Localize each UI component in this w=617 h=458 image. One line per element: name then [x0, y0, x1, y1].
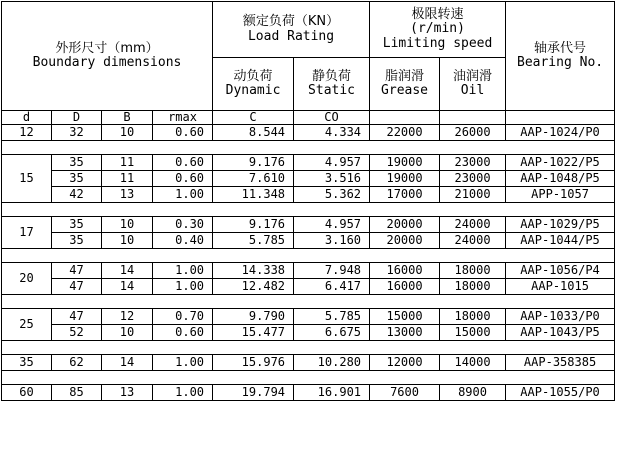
cell-bearing-no: APP-1057	[506, 187, 615, 203]
cell-d: 60	[2, 385, 52, 401]
speed-en-label: Limiting speed	[382, 35, 493, 51]
cell-B: 11	[102, 171, 153, 187]
cell-bearing-no: AAP-1024/P0	[506, 125, 615, 141]
speed-unit-label: (r/min)	[410, 21, 465, 37]
static-cn-label: 静负荷	[312, 68, 352, 84]
separator-cell	[2, 371, 615, 385]
cell-grease: 7600	[370, 385, 440, 401]
cell-rmax: 0.40	[153, 233, 213, 249]
group-separator-row	[2, 341, 615, 355]
load-rating-header	[213, 2, 370, 58]
cell-CO: 4.957	[294, 155, 370, 171]
cell-oil: 18000	[440, 309, 506, 325]
cell-D: 62	[52, 355, 102, 371]
cell-grease: 15000	[370, 309, 440, 325]
cell-bearing-no: AAP-1043/P5	[506, 325, 615, 341]
cell-C: 15.976	[213, 355, 294, 371]
cell-d: 17	[2, 217, 52, 249]
separator-cell	[2, 141, 615, 155]
cell-d: 25	[2, 309, 52, 341]
load-en-label: Load Rating	[247, 28, 335, 44]
cell-grease: 17000	[370, 187, 440, 203]
table-row	[2, 279, 615, 295]
table-row	[2, 355, 615, 371]
cell-CO: 4.334	[294, 125, 370, 141]
cell-oil: 21000	[440, 187, 506, 203]
dynamic-en-label: Dynamic	[225, 83, 281, 98]
cell-rmax: 0.70	[153, 309, 213, 325]
cell-grease: 16000	[370, 279, 440, 295]
grease-cn-label: 脂润滑	[385, 68, 425, 84]
cell-bearing-no: AAP-1029/P5	[506, 217, 615, 233]
cell-C: 9.790	[213, 309, 294, 325]
cell-B: 12	[102, 309, 153, 325]
cell-B: 14	[102, 355, 153, 371]
cell-bearing-no: AAP-1022/P5	[506, 155, 615, 171]
cell-oil: 26000	[440, 125, 506, 141]
cell-bearing-no: AAP-1056/P4	[506, 263, 615, 279]
cell-d: 35	[2, 355, 52, 371]
cell-D: 47	[52, 309, 102, 325]
cell-rmax: 0.30	[153, 217, 213, 233]
load-cn-label: 额定负荷（KN）	[242, 14, 340, 30]
limiting-speed-header	[370, 2, 506, 58]
grease-header	[370, 58, 440, 111]
cell-grease: 22000	[370, 125, 440, 141]
cell-C: 19.794	[213, 385, 294, 401]
cell-bearing-no: AAP-1033/P0	[506, 309, 615, 325]
cell-grease: 13000	[370, 325, 440, 341]
cell-B: 10	[102, 233, 153, 249]
cell-CO: 6.417	[294, 279, 370, 295]
cell-CO: 16.901	[294, 385, 370, 401]
table-row	[2, 187, 615, 203]
cell-bearing-no: AAP-1048/P5	[506, 171, 615, 187]
table-row	[2, 171, 615, 187]
cell-C: 11.348	[213, 187, 294, 203]
cell-C: 15.477	[213, 325, 294, 341]
oil-en-label: Oil	[460, 83, 485, 98]
group-separator-row	[2, 371, 615, 385]
cell-D: 35	[52, 217, 102, 233]
table-row	[2, 155, 615, 171]
cell-rmax: 1.00	[153, 385, 213, 401]
dynamic-header	[213, 58, 294, 111]
cell-C: 9.176	[213, 217, 294, 233]
cell-D: 52	[52, 325, 102, 341]
table-row	[2, 233, 615, 249]
separator-cell	[2, 295, 615, 309]
cell-rmax: 1.00	[153, 263, 213, 279]
cell-C: 8.544	[213, 125, 294, 141]
cell-oil: 15000	[440, 325, 506, 341]
cell-rmax: 0.60	[153, 325, 213, 341]
col-oil-blank	[440, 111, 506, 125]
cell-CO: 5.785	[294, 309, 370, 325]
cell-rmax: 0.60	[153, 155, 213, 171]
cell-oil: 24000	[440, 217, 506, 233]
cell-B: 13	[102, 187, 153, 203]
table-row	[2, 125, 615, 141]
boundary-cn-label: 外形尺寸（mm）	[55, 40, 159, 56]
col-grease-blank	[370, 111, 440, 125]
cell-CO: 3.160	[294, 233, 370, 249]
cell-CO: 3.516	[294, 171, 370, 187]
cell-grease: 16000	[370, 263, 440, 279]
bearing-en-label: Bearing No.	[517, 55, 604, 70]
group-separator-row	[2, 203, 615, 217]
oil-cn-label: 油润滑	[453, 68, 493, 84]
col-CO: CO	[294, 111, 370, 125]
cell-CO: 5.362	[294, 187, 370, 203]
cell-bearing-no: AAP-1044/P5	[506, 233, 615, 249]
cell-grease: 19000	[370, 155, 440, 171]
cell-CO: 7.948	[294, 263, 370, 279]
bearing-no-header	[506, 2, 615, 111]
cell-rmax: 0.60	[153, 125, 213, 141]
table-header	[2, 2, 615, 125]
cell-oil: 18000	[440, 263, 506, 279]
cell-B: 10	[102, 325, 153, 341]
cell-oil: 14000	[440, 355, 506, 371]
col-B: B	[102, 111, 153, 125]
group-separator-row	[2, 249, 615, 263]
cell-bearing-no: AAP-1015	[506, 279, 615, 295]
table-row	[2, 325, 615, 341]
cell-D: 42	[52, 187, 102, 203]
cell-D: 35	[52, 155, 102, 171]
cell-D: 85	[52, 385, 102, 401]
cell-oil: 23000	[440, 171, 506, 187]
cell-D: 47	[52, 263, 102, 279]
cell-grease: 19000	[370, 171, 440, 187]
cell-B: 10	[102, 217, 153, 233]
table-row	[2, 309, 615, 325]
cell-C: 9.176	[213, 155, 294, 171]
group-separator-row	[2, 141, 615, 155]
grease-en-label: Grease	[381, 83, 429, 98]
static-header	[294, 58, 370, 111]
cell-grease: 20000	[370, 233, 440, 249]
speed-cn-label: 极限转速	[411, 7, 464, 23]
cell-CO: 4.957	[294, 217, 370, 233]
separator-cell	[2, 341, 615, 355]
separator-cell	[2, 203, 615, 217]
boundary-en-label: Boundary dimensions	[32, 55, 182, 70]
table-body	[2, 125, 615, 401]
cell-d: 12	[2, 125, 52, 141]
cell-oil: 24000	[440, 233, 506, 249]
table-row	[2, 263, 615, 279]
cell-C: 12.482	[213, 279, 294, 295]
col-rmax: rmax	[153, 111, 213, 125]
cell-B: 14	[102, 263, 153, 279]
cell-rmax: 1.00	[153, 187, 213, 203]
cell-d: 15	[2, 155, 52, 203]
table-row	[2, 385, 615, 401]
cell-oil: 18000	[440, 279, 506, 295]
cell-d: 20	[2, 263, 52, 295]
oil-header	[440, 58, 506, 111]
cell-B: 13	[102, 385, 153, 401]
cell-bearing-no: AAP-1055/P0	[506, 385, 615, 401]
static-en-label: Static	[308, 83, 356, 98]
cell-C: 14.338	[213, 263, 294, 279]
cell-rmax: 0.60	[153, 171, 213, 187]
bearing-spec-table	[1, 1, 615, 401]
col-C: C	[213, 111, 294, 125]
cell-C: 7.610	[213, 171, 294, 187]
col-d: d	[2, 111, 52, 125]
col-bearing-blank	[506, 111, 615, 125]
cell-B: 11	[102, 155, 153, 171]
cell-C: 5.785	[213, 233, 294, 249]
dynamic-cn-label: 动负荷	[233, 68, 273, 84]
cell-B: 10	[102, 125, 153, 141]
cell-oil: 8900	[440, 385, 506, 401]
cell-D: 35	[52, 233, 102, 249]
cell-CO: 6.675	[294, 325, 370, 341]
cell-rmax: 1.00	[153, 355, 213, 371]
cell-grease: 12000	[370, 355, 440, 371]
cell-grease: 20000	[370, 217, 440, 233]
cell-rmax: 1.00	[153, 279, 213, 295]
cell-D: 32	[52, 125, 102, 141]
cell-D: 35	[52, 171, 102, 187]
group-separator-row	[2, 295, 615, 309]
cell-oil: 23000	[440, 155, 506, 171]
bearing-cn-label: 轴承代号	[534, 40, 587, 56]
cell-B: 14	[102, 279, 153, 295]
cell-bearing-no: AAP-358385	[506, 355, 615, 371]
boundary-dimensions-header	[2, 2, 213, 111]
col-D: D	[52, 111, 102, 125]
cell-CO: 10.280	[294, 355, 370, 371]
cell-D: 47	[52, 279, 102, 295]
separator-cell	[2, 249, 615, 263]
table-row	[2, 217, 615, 233]
